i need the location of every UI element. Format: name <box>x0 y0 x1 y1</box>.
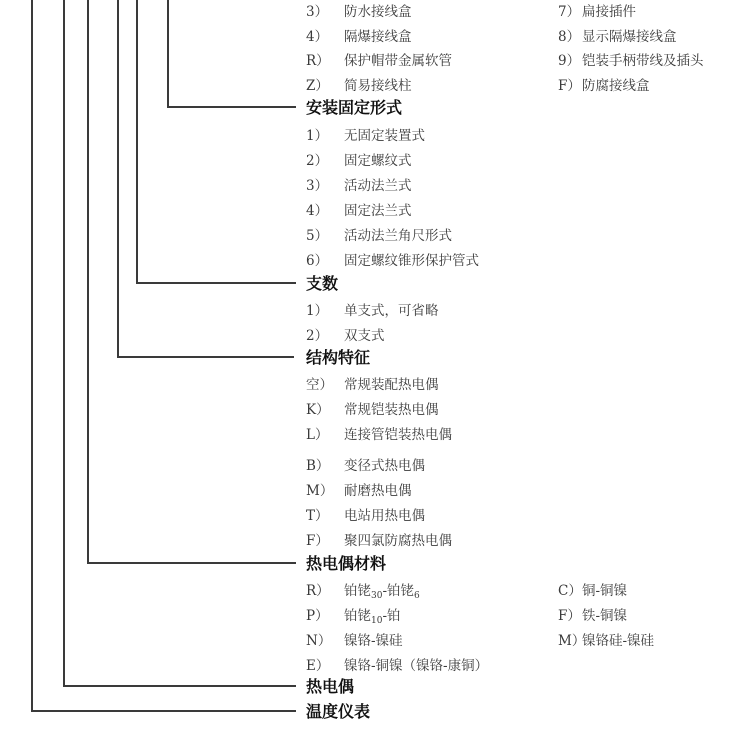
item-text: 隔爆接线盒 <box>344 29 412 45</box>
item-code: K） <box>306 402 330 418</box>
item-code: 2） <box>306 328 329 344</box>
item-text: 扁接插件 <box>582 4 636 20</box>
item-text: 常规装配热电偶 <box>344 377 439 393</box>
heading-element-count: 支数 <box>306 274 339 293</box>
connector-hline-structure <box>117 356 294 358</box>
item-code: F） <box>558 608 581 624</box>
item-code: B） <box>306 458 330 474</box>
mounting-item <box>306 252 479 270</box>
item-text: 常规铠装热电偶 <box>344 402 439 418</box>
item-text: 固定法兰式 <box>344 203 412 219</box>
item-code: Z） <box>306 78 329 94</box>
material-item <box>306 632 403 650</box>
connector-vline-mounting <box>167 0 169 108</box>
item-text: 固定螺纹式 <box>344 153 412 169</box>
structure-item <box>306 457 425 475</box>
item-code: F） <box>558 78 581 94</box>
heading-structure: 结构特征 <box>306 348 371 367</box>
heading-material: 热电偶材料 <box>306 554 387 573</box>
connector-vline-count <box>136 0 138 284</box>
item-text: 铠装手柄带线及插头 <box>582 53 704 69</box>
item-code: E） <box>306 658 330 674</box>
item-code: P） <box>306 608 329 624</box>
item-text: 防水接线盒 <box>344 4 412 20</box>
structure-item <box>306 507 425 525</box>
item-text: 铂铑$_{10}$-铂 <box>344 608 401 626</box>
connector-hline-count <box>136 282 296 284</box>
item-code: 3） <box>306 4 329 20</box>
item-text: 单支式，可省略 <box>344 303 439 319</box>
connector-hline-temperature-instrument <box>31 710 296 712</box>
heading-thermocouple: 热电偶 <box>306 677 355 696</box>
structure-item <box>306 401 439 419</box>
connector-hline-mounting <box>167 106 296 108</box>
material-item-right <box>558 632 654 650</box>
item-code: C） <box>558 583 582 599</box>
structure-item <box>306 532 452 550</box>
junction-item <box>306 28 412 46</box>
item-code: 7） <box>558 4 581 20</box>
item-text: 固定螺纹锥形保护管式 <box>344 253 479 269</box>
item-text: 铜-铜镍 <box>582 583 628 599</box>
item-text: 显示隔爆接线盒 <box>582 29 677 45</box>
connector-vline-thermocouple <box>63 0 65 687</box>
material-item <box>306 607 401 630</box>
connector-vline-temperature-instrument <box>31 0 33 712</box>
count-item <box>306 327 385 345</box>
mounting-item <box>306 177 412 195</box>
item-text: 变径式热电偶 <box>344 458 425 474</box>
item-code: M） <box>306 483 334 499</box>
item-code: 4） <box>306 203 329 219</box>
heading-mounting-form: 安装固定形式 <box>306 98 403 117</box>
item-text: 防腐接线盒 <box>582 78 650 94</box>
item-text: 铂铑$_{30}$-铂铑$_6$ <box>344 583 420 601</box>
connector-hline-thermocouple <box>63 685 296 687</box>
item-code: 1） <box>306 303 329 319</box>
connector-vline-material <box>87 0 89 564</box>
junction-item-right <box>558 3 636 21</box>
item-text: 耐磨热电偶 <box>344 483 412 499</box>
item-text: 铁-铜镍 <box>582 608 628 624</box>
mounting-item <box>306 127 425 145</box>
item-code: R） <box>306 583 330 599</box>
material-item-right <box>558 607 627 625</box>
item-code: 2） <box>306 153 329 169</box>
junction-item-right <box>558 28 677 46</box>
structure-item <box>306 376 439 394</box>
junction-item <box>306 77 412 95</box>
junction-item-right <box>558 77 650 95</box>
item-text: 镍铬-镍硅 <box>344 633 403 649</box>
item-text: 简易接线柱 <box>344 78 412 94</box>
item-code: 4） <box>306 29 329 45</box>
connector-vline-structure <box>117 0 119 358</box>
item-text: 聚四氯防腐热电偶 <box>344 533 452 549</box>
material-item-right <box>558 582 627 600</box>
material-item <box>306 582 420 605</box>
item-code: F） <box>306 533 329 549</box>
item-text: 连接管铠装热电偶 <box>344 427 452 443</box>
item-code: T） <box>306 508 329 524</box>
structure-item <box>306 426 452 444</box>
mounting-item <box>306 152 412 170</box>
item-code: M） <box>558 633 586 649</box>
item-text: 保护帽带金属软管 <box>344 53 452 69</box>
count-item <box>306 302 439 320</box>
item-code: R） <box>306 53 330 69</box>
item-code: 6） <box>306 253 329 269</box>
material-item <box>306 657 488 675</box>
item-text: 活动法兰式 <box>344 178 412 194</box>
item-code: L） <box>306 427 329 443</box>
junction-item <box>306 3 412 21</box>
mounting-item <box>306 202 412 220</box>
item-text: 镍铬-铜镍（镍铬-康铜） <box>344 658 489 674</box>
item-text: 双支式 <box>344 328 385 344</box>
item-text: 镍铬硅-镍硅 <box>582 633 655 649</box>
item-code: 3） <box>306 178 329 194</box>
mounting-item <box>306 227 452 245</box>
junction-item-right <box>558 52 704 70</box>
item-code: 5） <box>306 228 329 244</box>
item-text: 电站用热电偶 <box>344 508 425 524</box>
item-code: 9） <box>558 53 581 69</box>
item-code: 8） <box>558 29 581 45</box>
junction-item <box>306 52 452 70</box>
structure-item <box>306 482 412 500</box>
item-code: 1） <box>306 128 329 144</box>
heading-temperature-instrument: 温度仪表 <box>306 702 371 721</box>
item-code: 空） <box>306 377 333 393</box>
item-text: 活动法兰角尺形式 <box>344 228 452 244</box>
item-text: 无固定装置式 <box>344 128 425 144</box>
item-code: N） <box>306 633 332 649</box>
connector-hline-material <box>87 562 296 564</box>
